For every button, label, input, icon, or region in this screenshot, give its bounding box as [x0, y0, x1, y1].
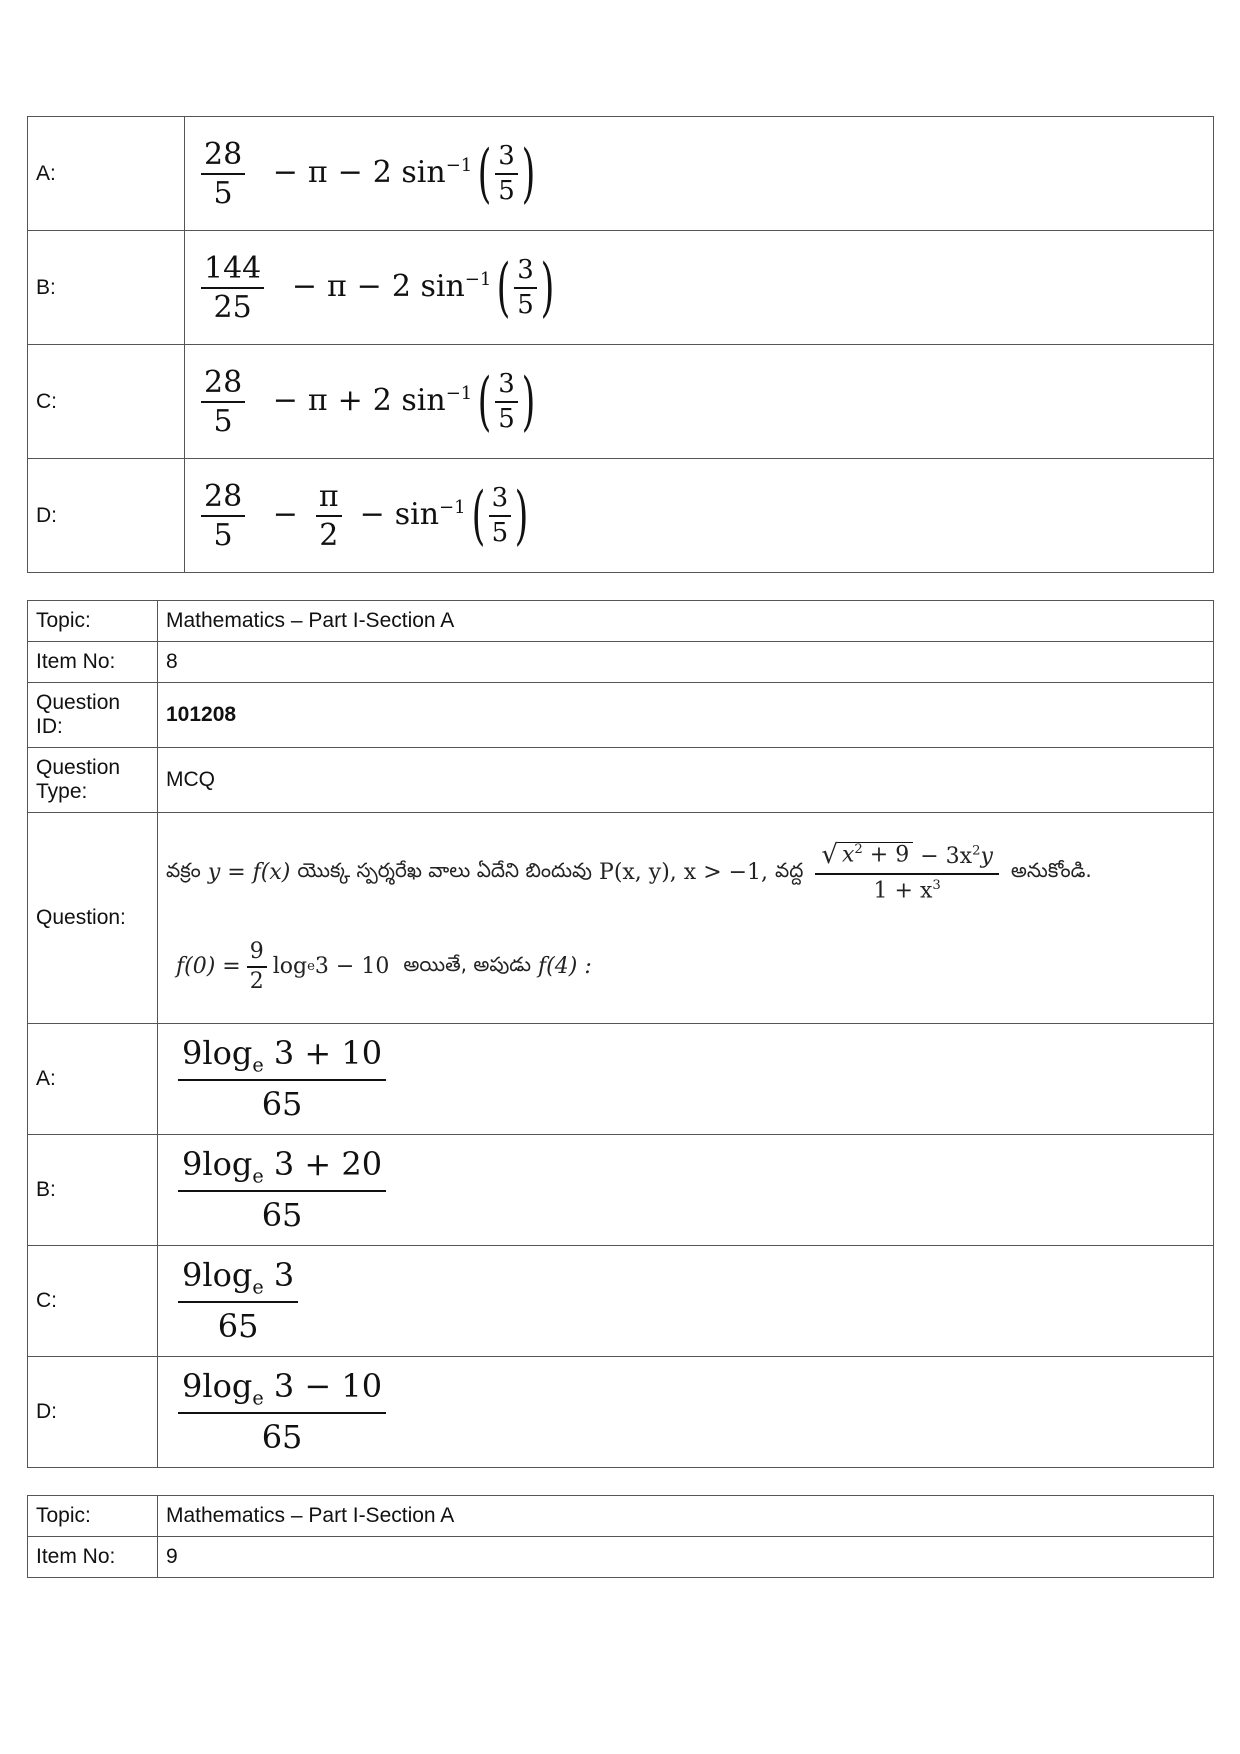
coefficient: 2 [391, 268, 411, 304]
operator: + [337, 382, 363, 418]
option-row-d [28, 459, 1214, 573]
question-id-row [28, 683, 1214, 748]
frac-denominator: 25 [213, 289, 252, 325]
arg-denominator: 5 [498, 403, 515, 434]
item-value: 9 [158, 1537, 1214, 1578]
expression: P(x, y), x > −1, [599, 860, 769, 886]
question-text-row [28, 813, 1214, 1024]
option-row-a [28, 117, 1214, 231]
question-type-row [28, 748, 1214, 813]
topic-row [28, 1496, 1214, 1537]
function-name: sin [401, 382, 446, 418]
option-label: A: [28, 117, 185, 231]
topic-label: Topic: [28, 601, 158, 642]
arg-denominator: 5 [498, 175, 515, 206]
pi-denominator: 2 [319, 517, 339, 553]
frac-numerator: 28 [201, 480, 245, 517]
pi-numerator: π [316, 480, 342, 517]
operator: − [272, 382, 298, 418]
question-8-table [27, 600, 1214, 1468]
frac-numerator: 28 [201, 366, 245, 403]
option-expression: $\frac{28}{5}$ − $\frac{\pi}{2}$ − $\sin^{-1}$ ( $\frac{3}{5}$ ) [185, 459, 1214, 573]
expression: f(4) : [538, 954, 592, 980]
question-text [158, 813, 1214, 1024]
frac-denominator: 5 [213, 403, 233, 439]
operator: − [291, 268, 317, 304]
option-row-b [28, 1135, 1214, 1246]
pi-term: π [307, 154, 328, 190]
option-label: D: [28, 459, 185, 573]
option-label: C: [28, 1246, 158, 1357]
operator: − [337, 154, 363, 190]
function-name: sin [420, 268, 465, 304]
inverse-exponent: −1 [464, 268, 492, 290]
option-row-c [28, 1246, 1214, 1357]
option-label: A: [28, 1024, 158, 1135]
option-row-b [28, 231, 1214, 345]
topic-value: Mathematics – Part I-Section A [158, 601, 1214, 642]
option-expression: $\frac{144}{25}$ − π − 2 $\sin^{-1}$ ( $\frac{3}{5}$ ) [185, 231, 1214, 345]
frac-denominator: 5 [213, 175, 233, 211]
option-expression: $\frac{9\log_e 3 + 10}{65}$ [158, 1024, 1214, 1135]
coefficient: 2 [372, 382, 392, 418]
frac-numerator: 28 [201, 138, 245, 175]
arg-numerator: 3 [495, 142, 518, 175]
item-row [28, 1537, 1214, 1578]
telugu-text: వద్ద [775, 858, 804, 883]
arg-numerator: 3 [495, 370, 518, 403]
prev-question-options-table [27, 116, 1214, 573]
item-label: Item No: [28, 642, 158, 683]
arg-numerator: 3 [514, 256, 537, 289]
pi-term: π [326, 268, 347, 304]
option-expression: $\frac{9\log_e 3 - 10}{65}$ [158, 1357, 1214, 1468]
inverse-exponent: −1 [439, 496, 466, 518]
function-name: sin [401, 154, 446, 190]
topic-value: Mathematics – Part I-Section A [158, 1496, 1214, 1537]
option-row-a [28, 1024, 1214, 1135]
option-label: B: [28, 231, 185, 345]
coefficient: 2 [372, 154, 392, 190]
arg-numerator: 3 [489, 484, 512, 517]
operator: − [272, 496, 298, 532]
frac-numerator: 144 [201, 252, 264, 289]
frac-denominator: 5 [213, 517, 233, 553]
option-expression: $\frac{9\log_e 3}{65}$ [158, 1246, 1214, 1357]
arg-denominator: 5 [491, 517, 509, 548]
slope-fraction: √ $x^2 + 9$ − $3x^2y$ $1 + x^3$ [815, 842, 999, 904]
question-type-label: Question Type: [28, 748, 158, 813]
function-name: sin [394, 496, 440, 532]
question-label: Question: [28, 813, 158, 1024]
topic-row [28, 601, 1214, 642]
item-label: Item No: [28, 1537, 158, 1578]
item-value: 8 [158, 642, 1214, 683]
option-row-d [28, 1357, 1214, 1468]
telugu-text: అయితే, అపుడు [403, 952, 532, 977]
option-row-c [28, 345, 1214, 459]
question-line-2: f(0) = $\frac{9}{2}$ log e 3 − 10 అయితే, అపుడు f(4) : [176, 938, 592, 994]
inverse-exponent: −1 [445, 154, 473, 176]
inverse-exponent: −1 [445, 382, 473, 404]
question-id-value: 101208 [166, 703, 237, 726]
operator: − [359, 496, 385, 532]
arg-denominator: 5 [517, 289, 534, 320]
operator: − [272, 154, 298, 190]
expression: f(0) = [176, 954, 241, 980]
expression: y = f(x) [207, 860, 291, 886]
telugu-text: యొక్క స్పర్శరేఖ వాలు ఏదేని బిందువు [297, 858, 593, 883]
option-label: D: [28, 1357, 158, 1468]
question-type-value: MCQ [158, 748, 1214, 813]
pi-term: π [307, 382, 328, 418]
question-9-table [27, 1495, 1214, 1578]
telugu-text: అనుకోండి. [1010, 858, 1092, 883]
question-id-label: Question ID: [28, 683, 158, 748]
question-line-1 [166, 839, 1205, 904]
option-label: B: [28, 1135, 158, 1246]
topic-label: Topic: [28, 1496, 158, 1537]
option-expression: $\frac{9\log_e 3 + 20}{65}$ [158, 1135, 1214, 1246]
option-label: C: [28, 345, 185, 459]
item-row [28, 642, 1214, 683]
option-expression: $\frac{28}{5}$ − π + 2 $\sin^{-1}$ ( $\frac{3}{5}$ ) [185, 345, 1214, 459]
option-expression: $\frac{28}{5}$ − π − 2 $\sin^{-1}$ ( $\frac{3}{5}$ ) [185, 117, 1214, 231]
telugu-text: వక్రం [166, 858, 201, 883]
operator: − [356, 268, 382, 304]
